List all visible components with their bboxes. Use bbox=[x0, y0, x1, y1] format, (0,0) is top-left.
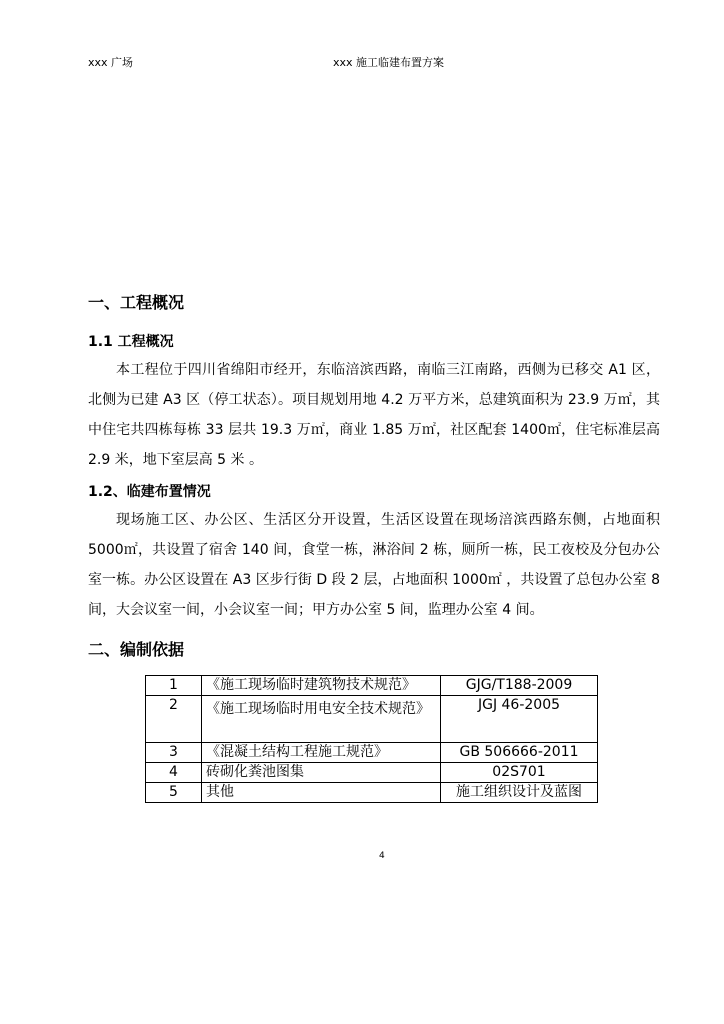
header-left: xxx 广场 bbox=[88, 56, 134, 69]
table-row bbox=[146, 743, 598, 763]
ref-name: 《施工现场临时建筑物技术规范》 bbox=[202, 676, 441, 696]
ref-name: 《混凝土结构工程施工规范》 bbox=[202, 743, 441, 763]
header-title: xxx 施工临建布置方案 bbox=[333, 56, 445, 69]
ref-code: 施工组织设计及蓝图 bbox=[441, 783, 598, 803]
section-1-heading: 一、工程概况 bbox=[88, 293, 185, 312]
table-row bbox=[146, 676, 598, 696]
ref-name: 砖砌化粪池图集 bbox=[202, 763, 441, 783]
ref-number: 3 bbox=[146, 743, 202, 763]
ref-code: GB 506666-2011 bbox=[441, 743, 598, 763]
table-row bbox=[146, 763, 598, 783]
ref-code: 02S701 bbox=[441, 763, 598, 783]
ref-code: GJG/T188-2009 bbox=[441, 676, 598, 696]
ref-number: 4 bbox=[146, 763, 202, 783]
subsection-1-2-heading: 1.2、临建布置情况 bbox=[88, 484, 211, 500]
ref-number: 1 bbox=[146, 676, 202, 696]
ref-number: 5 bbox=[146, 783, 202, 803]
subsection-1-1-heading: 1.1 工程概况 bbox=[88, 334, 174, 350]
ref-code: JGJ 46-2005 bbox=[441, 696, 598, 743]
section-2-heading: 二、编制依据 bbox=[88, 640, 185, 659]
reference-standards-table bbox=[145, 675, 598, 803]
ref-number: 2 bbox=[146, 696, 202, 743]
ref-name: 《施工现场临时用电安全技术规范》 bbox=[202, 696, 441, 743]
page-number: 4 bbox=[379, 851, 385, 861]
temporary-facilities-paragraph: 现场施工区、办公区、生活区分开设置，生活区设置在现场涪滨西路东侧，占地面积 5000㎡，共设置了宿舍 140 间，食堂一栋，淋浴间 2 栋，厕所一栋，民工夜校及分包办公室一栋。办公区设置在 A3 区步行街 D 段 2 层，占地面积 1000㎡ ，共设置了总包办公室 8 间，大会议室一间，小会议室一间；甲方办公室 5 间，监理办公室 4 间。 bbox=[88, 512, 660, 618]
project-overview-paragraph: 本工程位于四川省绵阳市经开，东临涪滨西路，南临三江南路，西侧为已移交 A1 区，北侧为已建 A3 区（停工状态）。项目规划用地 4.2 万平方米，总建筑面积为 23.9 万㎡，其中住宅共四栋每栋 33 层共 19.3 万㎡，商业 1.85 万㎡，社区配套 1400㎡，住宅标准层高 2.9 米，地下室层高 5 米 。 bbox=[88, 362, 660, 468]
ref-name: 其他 bbox=[202, 783, 441, 803]
table-row bbox=[146, 696, 598, 743]
table-row bbox=[146, 783, 598, 803]
